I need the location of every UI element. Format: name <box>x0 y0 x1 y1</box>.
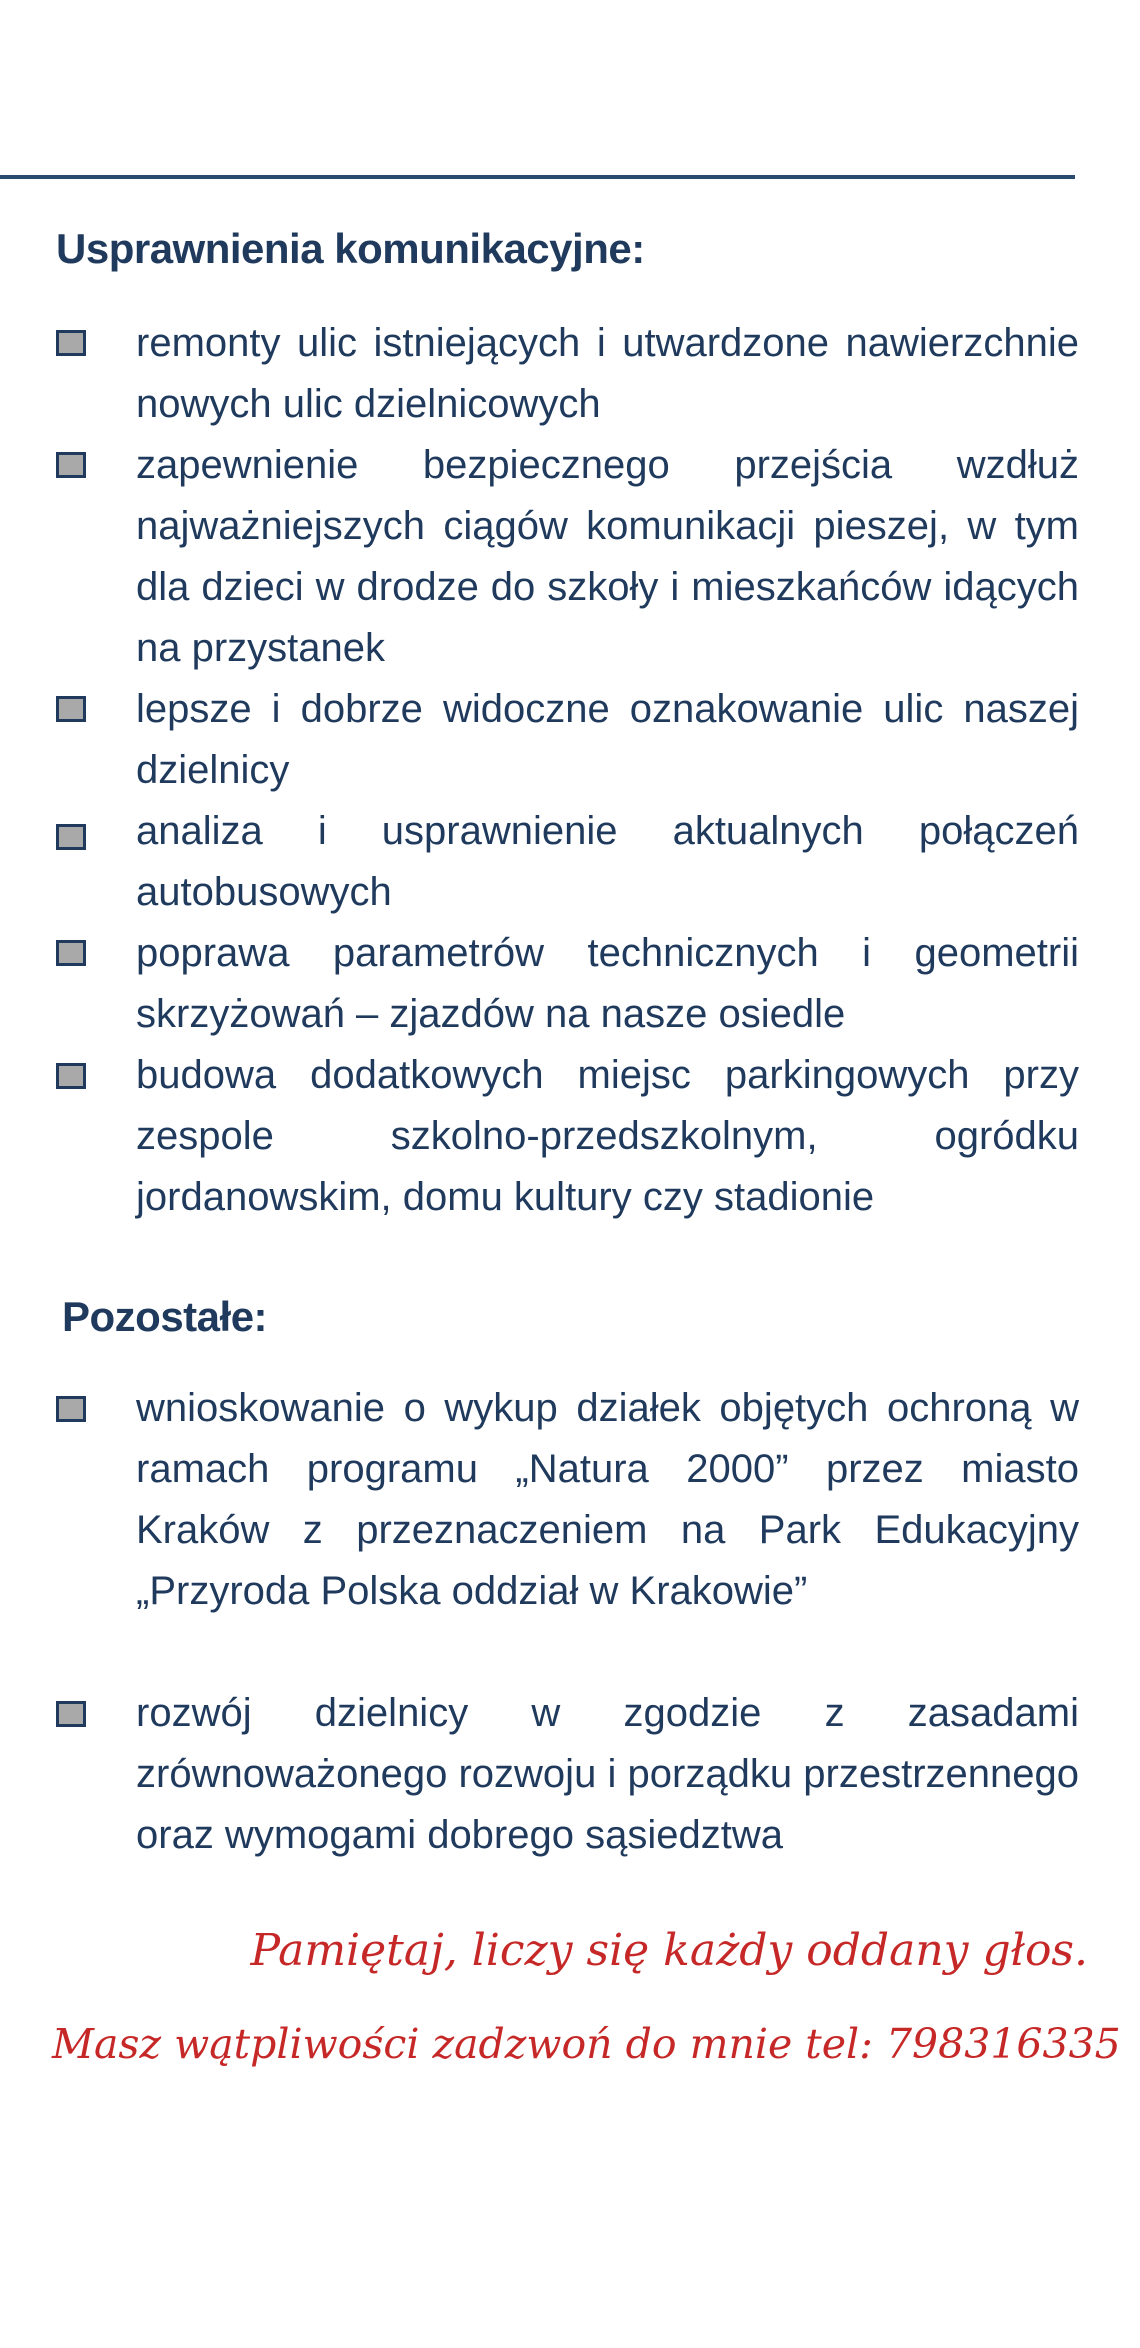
list-item-text: rozwój dzielnicy w zgodzie z zasadami zrównoważonego rozwoju i porządku przestrzennego oraz wymogami dobrego sąsiedztwa <box>136 1691 1079 1857</box>
list-item-text: zapewnienie bezpiecznego przejścia wzdłuż najważniejszych ciągów komunikacji pieszej, w tym dla dzieci w drodze do szkoły i mieszkańców idących na przystanek <box>136 443 1079 670</box>
square-bullet-icon <box>56 824 86 850</box>
handwritten-reminder: Pamiętaj, liczy się każdy oddany głos. <box>250 1925 1088 1976</box>
square-bullet-icon <box>56 1063 86 1089</box>
list-item-text: wnioskowanie o wykup działek objętych ochroną w ramach programu „Natura 2000” przez miasto Kraków z przeznaczeniem na Park Edukacyjny „Przyroda Polska oddział w Krakowie” <box>136 1386 1079 1613</box>
section-title-communication: Usprawnienia komunikacyjne: <box>56 225 645 272</box>
list-item-text: analiza i usprawnienie aktualnych połączeń autobusowych <box>136 809 1079 914</box>
square-bullet-icon <box>56 1396 86 1422</box>
section-title-other: Pozostałe: <box>62 1293 268 1340</box>
square-bullet-icon <box>56 1701 86 1727</box>
top-divider <box>0 175 1075 179</box>
list-item-text: poprawa parametrów technicznych i geometrii skrzyżowań – zjazdów na nasze osiedle <box>136 931 1079 1036</box>
square-bullet-icon <box>56 940 86 966</box>
list-item-text: budowa dodatkowych miejsc parkingowych przy zespole szkolno-przedszkolnym, ogródku jordanowskim, domu kultury czy stadionie <box>136 1053 1079 1219</box>
square-bullet-icon <box>56 696 86 722</box>
square-bullet-icon <box>56 330 86 356</box>
square-bullet-icon <box>56 452 86 478</box>
handwritten-phone-note: Masz wątpliwości zadzwoń do mnie tel: 798316335 <box>52 2020 1121 2068</box>
list-item-text: lepsze i dobrze widoczne oznakowanie ulic naszej dzielnicy <box>136 687 1079 792</box>
list-item-text: remonty ulic istniejących i utwardzone nawierzchnie nowych ulic dzielnicowych <box>136 321 1079 426</box>
